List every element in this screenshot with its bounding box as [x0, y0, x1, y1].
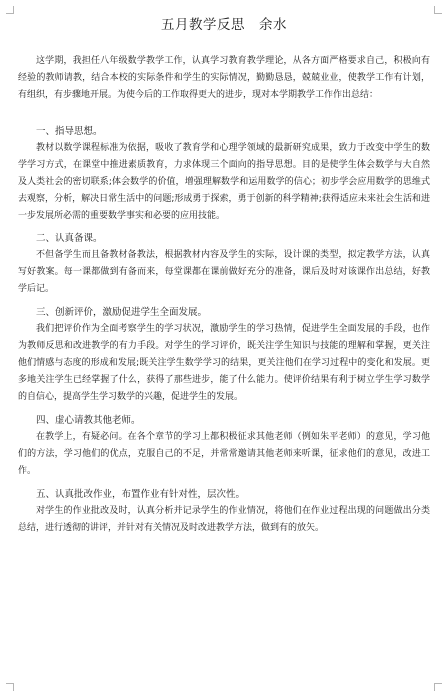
section-paragraph: 对学生的作业批改及时，认真分析并记录学生的作业情况，将他们在作业过程出现的问题做出分类总结，进行透彻的讲评，并针对有关情况及时改进教学方法，做到有的放矢。 — [18, 506, 430, 533]
page-corner-mark — [434, 683, 442, 691]
section-paragraph: 教材以数学课程标准为依据，吸收了教育学和心理学领域的最新研究成果，致力于改变中学生的数学学习方式，在课堂中推进素质教育，力求体现三个面向的指导思想。目的是使学生体会数学与大自然及人类社会的密切联系;体会数学的价值，增强理解数学和运用数学的信心；初步学会应用数学的思维式去观察，分析，解决日常生活中的问题;形成勇于探索，勇于创新的科学精神;获得适应未来社会生活和进一步发展所必需的重要数学事实和必要的应用技能。 — [18, 143, 430, 221]
section-heading: 四、虚心请教其他老师。 — [36, 415, 141, 426]
section-paragraph: 不但备学生而且备教材备教法，根据教材内容及学生的实际，设计课的类型，拟定教学方法，认真写好教案。每一课都做到有备而来，每堂课都在课前做好充分的准备，课后及时对该课作出总结，好教学后记。 — [18, 250, 430, 294]
section-paragraph: 我们把评价作为全面考察学生的学习状况，激励学生的学习热情，促进学生全面发展的手段，也作为教师反思和改进教学的有力手段。对学生的学习评价，既关注学生知识与技能的理解和掌握，更关注他们情感与态度的形成和发展;既关注学生数学学习的结果，更关注他们在学习过程中的变化和发展。更多地关注学生已经掌握了什么，获得了那些进步，能了什么能力。使评价结果有利于树立学生学习数学的自信心，提高学生学习数学的兴趣，促进学生的发展。 — [18, 324, 430, 402]
document-body — [18, 16, 430, 537]
document-author: 余水 — [259, 17, 287, 33]
section-paragraph: 在教学上，有疑必问。在各个章节的学习上都积极征求其他老师（例如朱平老师）的意见，学习他们的方法，学习他们的优点，克服自己的不足，并常常邀请其他老师来听课，征求他们的意见，改进工作。 — [18, 432, 430, 476]
document-title: 五月教学反思 — [161, 17, 245, 33]
section-heading: 一、指导思想。 — [36, 126, 103, 137]
page-corner-mark — [6, 6, 14, 14]
page-corner-mark — [434, 6, 442, 14]
intro-paragraph: 这学期，我担任八年级数学教学工作，认真学习教育教学理论，从各方面严格要求自己，积极向有经验的教师请教，结合本校的实际条件和学生的实际情况，勤勤恳恳，兢兢业业，使教学工作有计划，有组织，有步骤地开展。为使今后的工作取得更大的进步，现对本学期教学工作作出总结： — [18, 56, 430, 100]
section-heading: 五、认真批改作业，布置作业有针对性，层次性。 — [36, 489, 246, 500]
section-heading: 三、创新评价，激励促进学生全面发展。 — [36, 307, 208, 318]
document-title-line — [18, 16, 430, 34]
page-corner-mark — [6, 683, 14, 691]
section-heading: 二、认真备课。 — [36, 233, 103, 244]
